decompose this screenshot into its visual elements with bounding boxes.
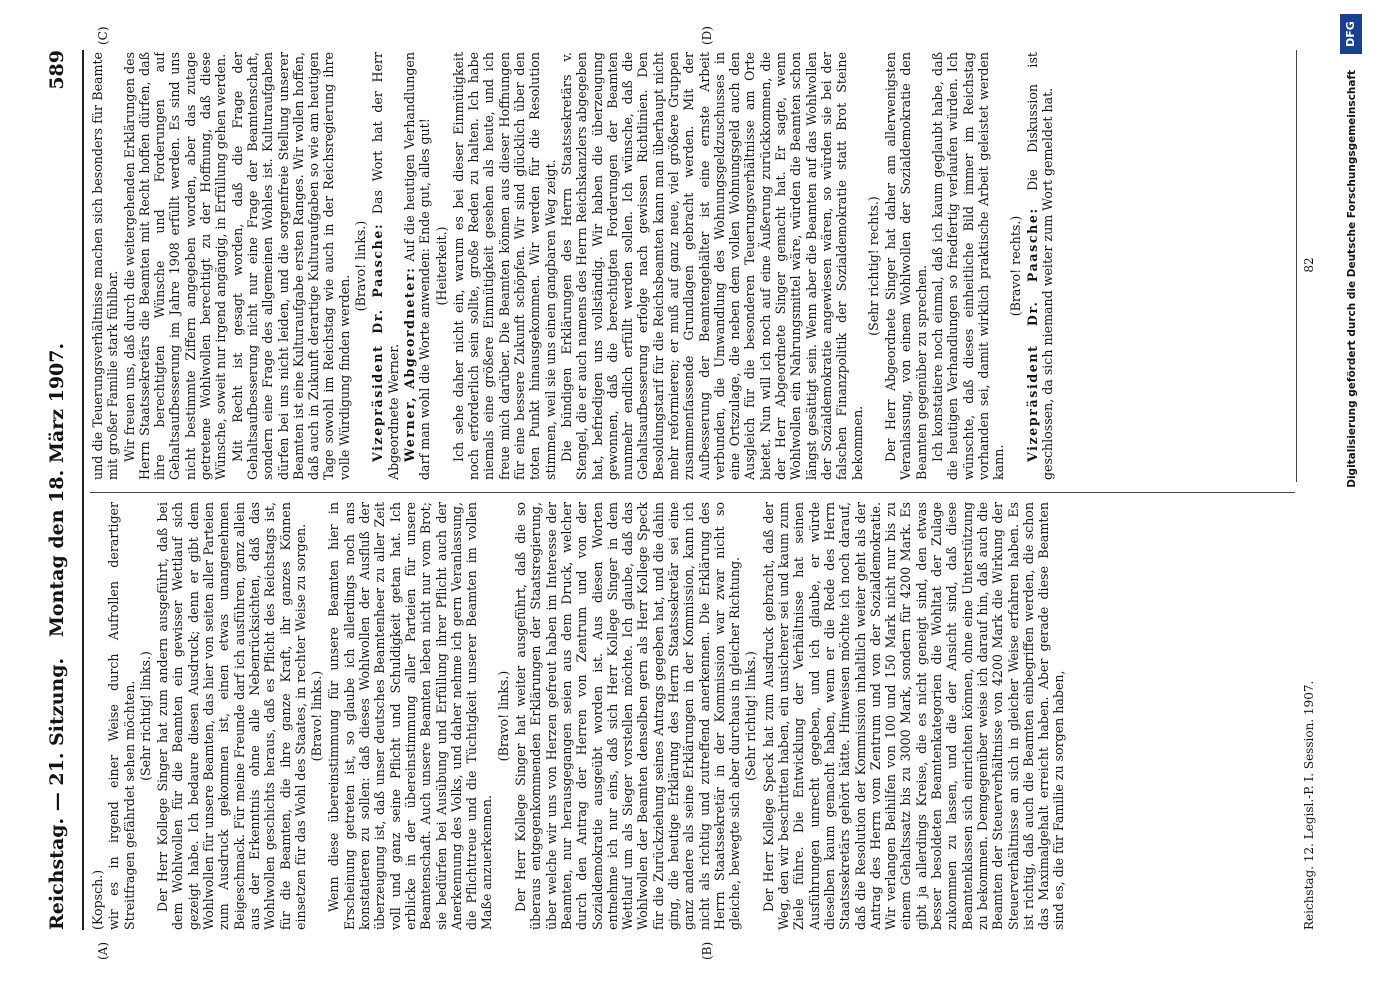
speech-turn (1025, 52, 1056, 480)
running-title: Reichstag. — 21. Sitzung. (46, 657, 68, 930)
paragraph: Der Herr Kollege Singer hat zum andern ausgeführt, daß bei dem Wohlwollen für die Beamten ein gewisser Wettlauf sich gezeigt habe. Ich bedaure diesen Ausdruck; denn er gibt dem Wohlwollen für unsere Beamten, das hier von seiten aller Parteien zum Ausdruck gekommen ist, einen etwas unangenehmen Beigeschmack. Für meine Freunde darf ich ausführen, ganz allein aus der Erkenntnis ohne alle Nebenrücksichten, daß das Wohlwollen geschichts heraus, daß es Pflicht des Reichstags ist, für die Beamten, die ihre ganze Kraft, ihr ganzes Können einsetzen für das Wohl des Staates, in rechter Weise zu sorgen. (155, 502, 308, 930)
interjection: (Heiterkeit.) (433, 226, 449, 306)
paragraph: Der Herr Abgeordnete Singer hat daher am allerwenigsten Veranlassung, von einem Wohlwollen der Sozialdemokratie den Beamten gegenüber zu sprechen. (883, 52, 929, 480)
session-date: Montag den 18. März 1907. (46, 342, 68, 638)
paragraph: Die bündigen Erklärungen des Herrn Staatssekretärs v. Stengel, die er auch namens des Herrn Reichskanzlers abgegeben hat, befriedigen uns vollständig. Wir haben die überzeugung gewonnen, daß die berechtigten Forderungen der Beamten nunmehr endlich erfüllt werden sollen. Ich wünsche, daß die Gehaltsaufbesserung erfolge nach gewissen Richtlinien. Den Besoldungstarif für die Reichsbeamten kann man überhaupt nicht mehr reformieren; er muß auf ganz neue, viel größere Gruppen zusammenfassende Grundlagen gebracht werden. Mit der Aufbesserung der Beamtengehälter ist eine ernste Arbeit verbunden, die Umwandlung des Wohnungsgeldzuschusses in eine Ortszulage, die neben dem vollen Wohnungsgeld auch den Ausgleich für die besonderen Teuerungsverhältnisse am Orte bietet. Nun will ich noch auf eine Äußerung zurückkommen, die der Herr Abgeordnete Singer gemacht hat. Er sagte, wenn Wohlwollen ein Nahrungsmittel wäre, würden die Beamten schon längst gesättigt sein. Wenn aber die Beamten auf das Wohlwollen der Sozialdemokratie angewiesen wären, so würden sie bei der falschen Finanzpolitik der Sozialdemokratie statt Brot Steine bekommen. (558, 52, 865, 480)
dfg-logo: DFG (1340, 14, 1362, 54)
footer-session: Reichstag. 12. Legisl.-P. I. Session. 1907. (1302, 680, 1316, 930)
page-header (38, 50, 78, 930)
speech-text: Die Diskussion ist geschlossen, da sich niemand weiter zum Wort gemeldet hat. (1024, 52, 1056, 480)
header-rule (82, 50, 84, 930)
interjection: (Sehr richtig! rechts.) (865, 196, 881, 336)
interjection: (Sehr richtig! links.) (137, 651, 153, 781)
margin-mark-d: (D) (700, 26, 714, 45)
paragraph: Wir freuen uns, daß durch die weitergehenden Erklärungen des Herrn Staatssekretärs die Beamten mit Recht hoffen dürfen, daß ihre berechtigten Wünsche und Forderungen auf Gehaltsaufbesserung im Jahre 1908 erfüllt werden. Es sind uns nicht bestimmte Ziffern angegeben worden, aber das zutage getretene Wohlwollen berechtigt zu der Hoffnung, daß diese Wünsche, soweit nur irgend angängig, in Erfüllung gehen werden. (121, 52, 229, 480)
paragraph: Mit Recht ist gesagt worden, daß die Frage der Gehaltsaufbesserung nicht nur eine Frage der Beamtenschaft, sondern eine Frage des allgemeinen Wohles ist. Kulturaufgaben dürfen bei uns nicht leiden, und die sorgenfreie Stellung unserer Beamten ist eine Kulturaufgabe ersten Ranges. Wir wollen hoffen, daß auch in Zukunft derartige Kulturaufgaben so wie am heutigen Tage sowohl im Reichstag wie auch in der Reichsregierung ihre volle Würdigung finden werden. (229, 52, 352, 480)
sheet-number: 82 (1302, 257, 1316, 273)
right-column (90, 52, 1300, 480)
speaker-name: Vizepräsident Dr. Paasche: (1024, 207, 1040, 462)
speaker-name: Vizepräsident Dr. Paasche: (370, 222, 386, 462)
column-end-rule (1296, 50, 1297, 482)
paragraph: Der Herr Kollege Singer hat weiter ausgeführt, daß die so überaus entgegenkommenden Erklärungen der Staatsregierung, über welche wir uns von Herzen gefreut haben im Interesse der Beamten, nur herausgegangen seien aus dem Druck, welcher durch den Antrag der Herren von Zentrum und von der Sozialdemokratie ausgeübt worden ist. Aus diesen Worten entnehme ich nur eins, daß sich Herr Kollege Singer in dem Wettlauf um als Sieger vorstellen möchte. Ich glaube, daß das Wohlwollen der Beamten denselben gern als Herr Kollege Speck für die Zurückziehung seines Antrags gegeben hat, und die dahin ging, die heutige Erklärung des Herrn Staatssekretär sei eine ganz andere als seine Erklärungen in der Kommission, kann ich nicht als richtig und zutreffend anerkennen. Die Erklärung des Herrn Staatssekretär in der Kommission war zwar nicht so gleiche, bewegte sich aber durchaus in gleicher Richtung. (513, 502, 743, 930)
interjection: (Bravo! rechts.) (1007, 215, 1023, 317)
speaker-tag: (Kopsch.) (90, 869, 105, 930)
paragraph: wir es in irgend einer Weise durch Aufrollen derartiger Streitfragen gefährdet sehen möchten. (106, 502, 137, 930)
interjection: (Sehr richtig! links.) (743, 651, 759, 781)
margin-mark-a: (A) (96, 941, 110, 960)
speaker-name: Werner, Abgeordneter: (401, 266, 417, 462)
margin-mark-c: (C) (96, 26, 110, 45)
digitization-stamp (1330, 0, 1370, 1000)
speech-text: Das Wort hat der Herr Abgeordnete Werner. (370, 52, 401, 480)
left-column (90, 502, 1300, 930)
interjection: (Bravo! links.) (353, 220, 369, 312)
paragraph: Ich konstatiere noch einmal, daß ich kaum geglaubt habe, daß die heutigen Verhandlungen so friedfertig verlaufen würden. Ich wünschte, daß dieses einheitliche Bild immer im Reichstag vorhanden sei, damit wirklich praktische Arbeit geleistet werden kann. (930, 52, 1007, 480)
funding-note: Digitalisierung gefördert durch die Deutsche Forschungsgemeinschaft (1346, 70, 1358, 488)
speech-turn (370, 52, 401, 480)
margin-mark-b: (B) (700, 941, 714, 960)
paragraph: Der Herr Kollege Speck hat zum Ausdruck gebracht, daß der Weg, den wir beschritten haben, ein unsicherer sei und kaum zum Ziele führe. Die Entwicklung der Verhältnisse hat seinen Ausführungen unrecht gegeben, und ich glaube, er würde dieselben kaum gemacht haben, wenn er die Rede des Herrn Staatssekretärs gehört hätte. Hinweisen möchte ich noch darauf, daß die Resolution der Kommission inhaltlich weiter geht als der Antrag des Herrn vom Zentrum und von der Sozialdemokratie. Wir verlangen Beihilfen von 100 und 150 Mark nicht nur bis zu einem Gehaltssatz bis zu 3000 Mark, sondern für 4200 Mark. Es gibt ja allerdings Kreise, die es nicht geneigt sind, den etwas besser besoldeten Beamtenkategorien die Wohltat der Zulage zukommen zu lassen, und die der Ansicht sind, daß diese Beamtenklassen sich einrichten können, ohne eine Unterstützung zu bekommen. Demgegenüber weise ich darauf hin, daß auch die Beamten der Steuerverhältnisse von 4200 Mark die Wirkung der Steuerverhältnisse an sich in gleicher Weise erfahren haben. Es ist richtig, daß auch die Beamten einbegriffen werden, die schon das Maximalgehalt erreicht haben. Aber gerade diese Beamten sind es, die für Familie zu sorgen haben, (760, 502, 1067, 930)
speech-text: Auf die heutigen Verhandlungen darf man wohl die Worte anwenden: Ende gut, alles gut! (401, 52, 433, 480)
paragraph: Ich sehe daher nicht ein, warum es bei dieser Einmütigkeit noch erforderlich sein sollte, große Reden zu halten. Ich habe niemals eine größere Einmütigkeit gesehen als heute, und ich freue mich darüber. Die Beamten können aus dieser Hoffnungen für eine bessere Zukunft schöpfen. Wir sind glücklich über den toten Punkt hinausgekommen. Wir werden für die Resolution stimmen, weil sie uns einen gangbaren Weg zeigt. (450, 52, 558, 480)
paragraph: Wenn diese übereinstimmung für unsere Beamten hier in Erscheinung getreten ist, so glaube ich allerdings noch ans konstatieren zu sollen: daß dieses Wohlwollen der Ausfluß der überzeugung ist, daß unser deutsches Beamtenheer zu aller Zeit voll und ganz seine Pflicht und Schuldigkeit getan hat. Ich erblicke in der übereinstimmung aller Parteien für unsere Beamtenschaft. Auch unsere Beamten leben nicht nur vom Brot; sie bedürfen bei Ausübung und Erfüllung ihrer Pflicht auch der Anerkennung des Volks, und daher nehme ich gern Veranlassung, die Pflichttreue und die Tüchtigkeit unserer Beamten im vollen Maße anzuerkennen. (326, 502, 495, 930)
column-divider (90, 492, 1295, 493)
page-number: 589 (46, 50, 68, 90)
speech-turn (402, 52, 433, 480)
interjection: (Bravo! links.) (309, 670, 325, 762)
paragraph: und die Teuerungsverhältnisse machen sich besonders für Beamte mit großer Familie stark fühlbar. (90, 52, 121, 480)
interjection: (Bravo! links.) (495, 670, 511, 762)
